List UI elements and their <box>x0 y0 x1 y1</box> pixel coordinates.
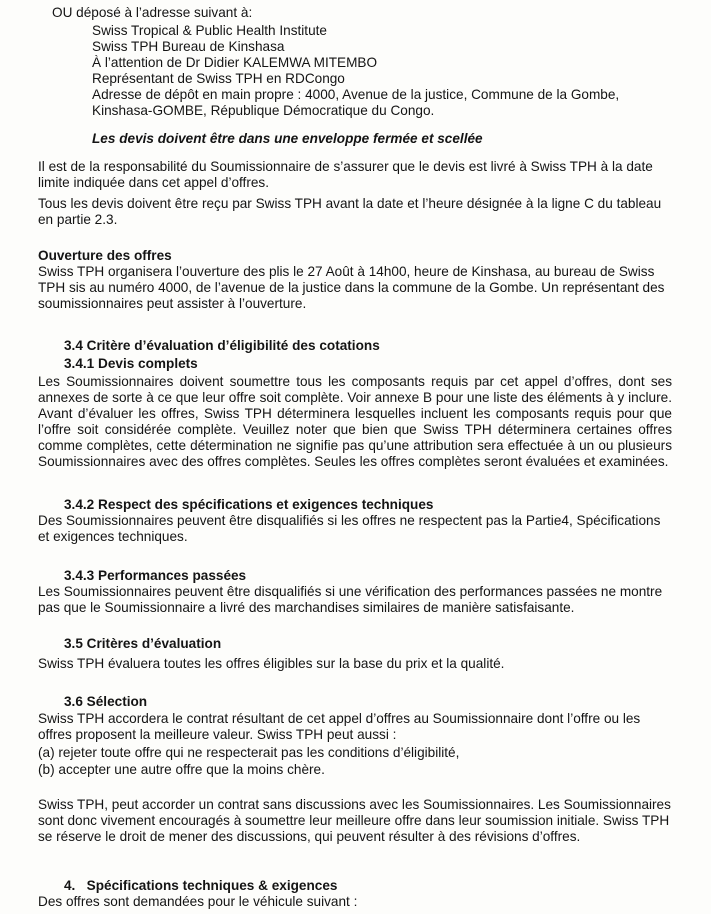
section-3-4-3-heading: 3.4.3 Performances passées <box>64 568 247 583</box>
address-line: Swiss TPH Bureau de Kinshasa <box>92 39 285 54</box>
section-3-6-paragraph-2: Swiss TPH, peut accorder un contrat sans discussions avec les Soumissionnaires. Les Soumissionnaires sont donc vivement encouragés à soumettre leur meilleure offre dans leur soumission initiale. Swiss TPH se réserve le droit de mener des discussions, qui peuvent résulter à des révisions d’offres. <box>38 797 671 844</box>
section-3-6-paragraph: Swiss TPH accordera le contrat résultant de cet appel d’offres au Soumissionnaire dont l’offre ou les offres proposent la meilleure valeur. Swiss TPH peut aussi : <box>38 711 641 742</box>
deadline-paragraph: Tous les devis doivent être reçu par Swiss TPH avant la date et l’heure désignée à la ligne C du tableau en partie 2.3. <box>38 196 662 227</box>
opening-heading: Ouverture des offres <box>38 248 172 263</box>
section-3-4-2-heading: 3.4.2 Respect des spécifications et exigences techniques <box>64 497 434 512</box>
section-4-heading: 4. Spécifications techniques & exigences <box>64 878 338 893</box>
section-4-paragraph: Des offres sont demandées pour le véhicule suivant : <box>38 894 358 909</box>
address-block <box>0 23 682 119</box>
section-3-6-heading: 3.6 Sélection <box>64 694 148 709</box>
responsibility-paragraph: Il est de la responsabilité du Soumissionnaire de s’assurer que le devis est livré à Swiss TPH à la date limite indiquée dans cet appel d’offres. <box>38 159 653 190</box>
section-3-5-heading: 3.5 Critères d’évaluation <box>64 636 222 651</box>
address-line: Swiss Tropical & Public Health Institute <box>92 23 327 38</box>
address-line: À l’attention de Dr Didier KALEMWA MITEMBO <box>92 55 378 70</box>
address-line: Adresse de dépôt en main propre : 4000, Avenue de la justice, Commune de la Gombe, Kinshasa-GOMBE, République Démocratique du Congo. <box>92 87 620 118</box>
section-3-5-paragraph: Swiss TPH évaluera toutes les offres éligibles sur la base du prix et la qualité. <box>38 656 505 671</box>
section-3-4-2-paragraph: Des Soumissionnaires peuvent être disqualifiés si les offres ne respectent pas la Partie4, Spécifications et exigences techniques. <box>38 513 661 544</box>
section-3-4-heading: 3.4 Critère d’évaluation d’éligibilité des cotations <box>64 338 380 353</box>
section-3-4-1-paragraph: Les Soumissionnaires doivent soumettre tous les composants requis par cet appel d’offres, dont ses annexes de sorte à ce que leur offre soit complète. Voir annexe B pour une liste des éléments à y inclure. Avant d’évaluer les offres, Swiss TPH déterminera lesquelles incluent les composants requis pour que l’offre soit considérée complète. Veuillez noter que bien que Swiss TPH déterminera certaines offres comme complètes, cette détermination ne signifie pas qu’une attribution sera effectuée à un ou plusieurs Soumissionnaires avec des offres complètes. Seules les offres complètes seront évaluées et examinées. <box>38 374 672 469</box>
section-3-4-3-paragraph: Les Soumissionnaires peuvent être disqualifiés si une vérification des performances passées ne montre pas que le Soumissionnaire a livré des marchandises similaires de manière satisfaisante. <box>38 584 663 615</box>
selection-item-a: (a) rejeter toute offre qui ne respecterait pas les conditions d’éligibilité, <box>38 745 460 760</box>
intro-line: OU déposé à l’adresse suivant à: <box>52 5 253 20</box>
section-3-4-1-heading: 3.4.1 Devis complets <box>64 356 198 371</box>
sealed-envelope-note: Les devis doivent être dans une enveloppe fermée et scellée <box>92 131 483 146</box>
selection-item-b: (b) accepter une autre offre que la moins chère. <box>38 762 325 777</box>
address-line: Représentant de Swiss TPH en RDCongo <box>92 71 345 86</box>
opening-paragraph: Swiss TPH organisera l’ouverture des plis le 27 Août à 14h00, heure de Kinshasa, au bureau de Swiss TPH sis au numéro 4000, de l’avenue de la justice dans la commune de la Gombe. Un représentant des soumissionnaires peut assister à l’ouverture. <box>38 264 665 311</box>
